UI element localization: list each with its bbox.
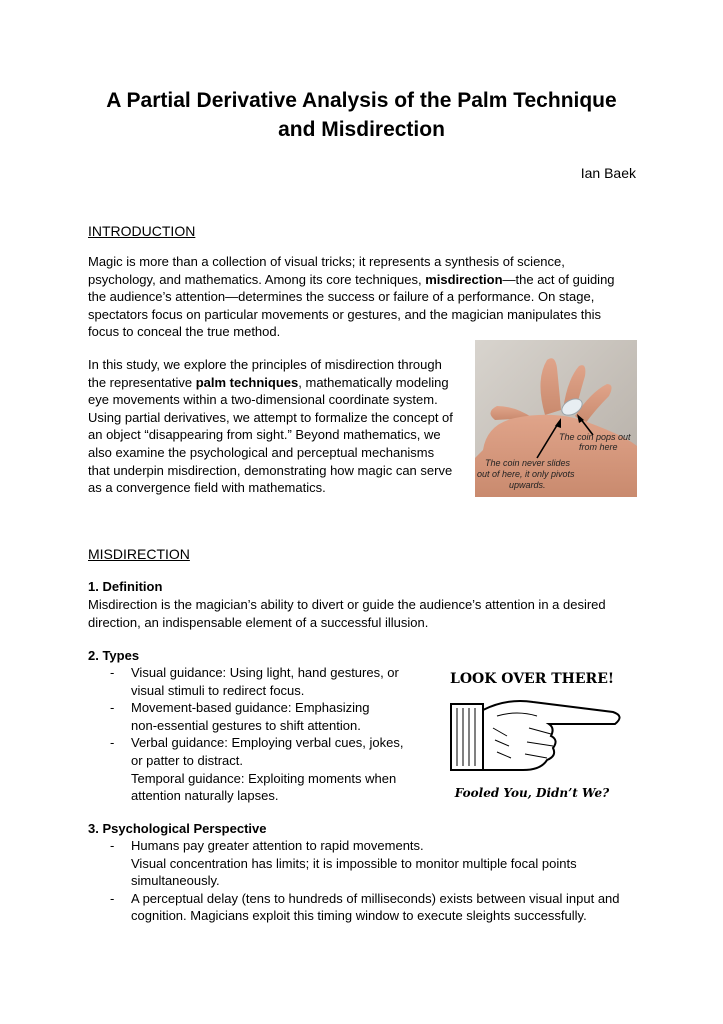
definition-heading: 1. Definition xyxy=(88,579,163,594)
text-line: Magic is more than a collection of visual tricks; it represents a synthesis of science, xyxy=(88,254,565,269)
bold-term: palm techniques xyxy=(195,374,299,390)
hand-illustration xyxy=(475,340,637,497)
dash-bullet: - xyxy=(110,665,115,680)
text-line: that underpin misdirection, demonstrating how magic can serve xyxy=(88,462,453,478)
list-item-text: Verbal guidance: Employing verbal cues, jokes, xyxy=(131,735,404,751)
pointing-hand-illustration xyxy=(437,666,627,802)
text-line: also examine the psychological and perceptual mechanisms xyxy=(88,444,435,460)
psychological-list xyxy=(88,837,648,925)
figure-label: upwards. xyxy=(509,480,546,490)
dash-bullet: - xyxy=(110,838,115,853)
dash-bullet: - xyxy=(110,735,115,751)
pointing-hand-shape xyxy=(483,701,620,770)
list-item-text: Visual concentration has limits; it is impossible to monitor multiple focal points xyxy=(131,855,577,871)
text-line: the representative xyxy=(88,374,196,390)
text-line: psychology, and mathematics. Among its core techniques, xyxy=(88,271,426,287)
list-item-text: Movement-based guidance: Emphasizing xyxy=(131,700,370,716)
list-item xyxy=(88,770,428,805)
author-name: Ian Baek xyxy=(580,165,636,181)
text-line: as a convergence field with mathematics. xyxy=(88,480,326,496)
figure-label: from here xyxy=(579,442,618,452)
text-line: In this study, we explore the principles of misdirection through xyxy=(88,357,442,372)
intro-paragraph-1 xyxy=(88,253,648,341)
title-line-1: A Partial Derivative Analysis of the Palm Technique xyxy=(106,89,617,112)
list-item-text: Visual guidance: Using light, hand gestures, or xyxy=(131,665,399,680)
types-heading: 2. Types xyxy=(88,648,140,663)
text-line: spectators focus on particular movements or gestures, and the magician manipulates this xyxy=(88,306,602,322)
text-line: Using partial derivatives, we attempt to formalize the concept of xyxy=(88,409,453,425)
figure-label: out of here, it only pivots xyxy=(477,469,575,479)
misdirection-heading: MISDIRECTION xyxy=(88,546,190,562)
look-over-there-illustration xyxy=(437,666,627,802)
list-item-text: visual stimuli to redirect focus. xyxy=(131,682,305,698)
text-line: the audience’s attention—determines the success or failure of a performance. On stage, xyxy=(88,289,595,305)
list-item xyxy=(88,837,648,855)
text-line: direction, an indispensable element of a successful illusion. xyxy=(88,614,429,630)
list-item-text: or patter to distract. xyxy=(131,752,243,768)
text-line: , mathematically modeling xyxy=(298,374,449,390)
dash-bullet: - xyxy=(110,700,115,716)
definition-paragraph xyxy=(88,596,648,631)
list-item xyxy=(88,855,648,890)
list-item-text: non-essential gestures to shift attention. xyxy=(131,717,361,733)
figure-caption-bottom: Fooled You, Didn’t We? xyxy=(454,786,610,800)
figure-label: The coin never slides xyxy=(485,458,571,468)
text-line: eye movements within a two-dimensional coordinate system. xyxy=(88,392,438,408)
text-line: —the act of guiding xyxy=(502,271,615,287)
title-line-2: and Misdirection xyxy=(278,118,445,141)
psychological-heading: 3. Psychological Perspective xyxy=(88,821,267,836)
paper-title xyxy=(60,86,663,144)
list-item-text: cognition. Magicians exploit this timing window to execute sleights successfully. xyxy=(131,908,587,924)
dash-bullet: - xyxy=(110,890,115,906)
list-item xyxy=(88,699,428,734)
intro-paragraph-2 xyxy=(88,356,468,497)
bold-term: misdirection xyxy=(425,271,503,287)
figure-label: The coin pops out xyxy=(559,432,631,442)
palm-technique-photo xyxy=(475,340,637,497)
list-item xyxy=(88,734,428,769)
list-item xyxy=(88,664,428,699)
types-list xyxy=(88,664,428,805)
list-item-text: Temporal guidance: Exploiting moments when xyxy=(131,770,397,786)
cuff-shape xyxy=(451,704,483,770)
text-line: Misdirection is the magician’s ability to divert or guide the audience’s attention in a desired xyxy=(88,597,606,612)
figure-caption-top: LOOK OVER THERE! xyxy=(449,671,615,687)
list-item-text: simultaneously. xyxy=(131,873,220,889)
text-line: an object “disappearing from sight.” Beyond mathematics, we xyxy=(88,427,441,443)
intro-heading: INTRODUCTION xyxy=(88,223,196,239)
list-item-text: Humans pay greater attention to rapid movements. xyxy=(131,838,424,853)
list-item-text: A perceptual delay (tens to hundreds of milliseconds) exists between visual input and xyxy=(131,890,620,906)
list-item xyxy=(88,890,648,925)
text-line: focus to conceal the true method. xyxy=(88,324,281,340)
list-item-text: attention naturally lapses. xyxy=(131,788,279,804)
